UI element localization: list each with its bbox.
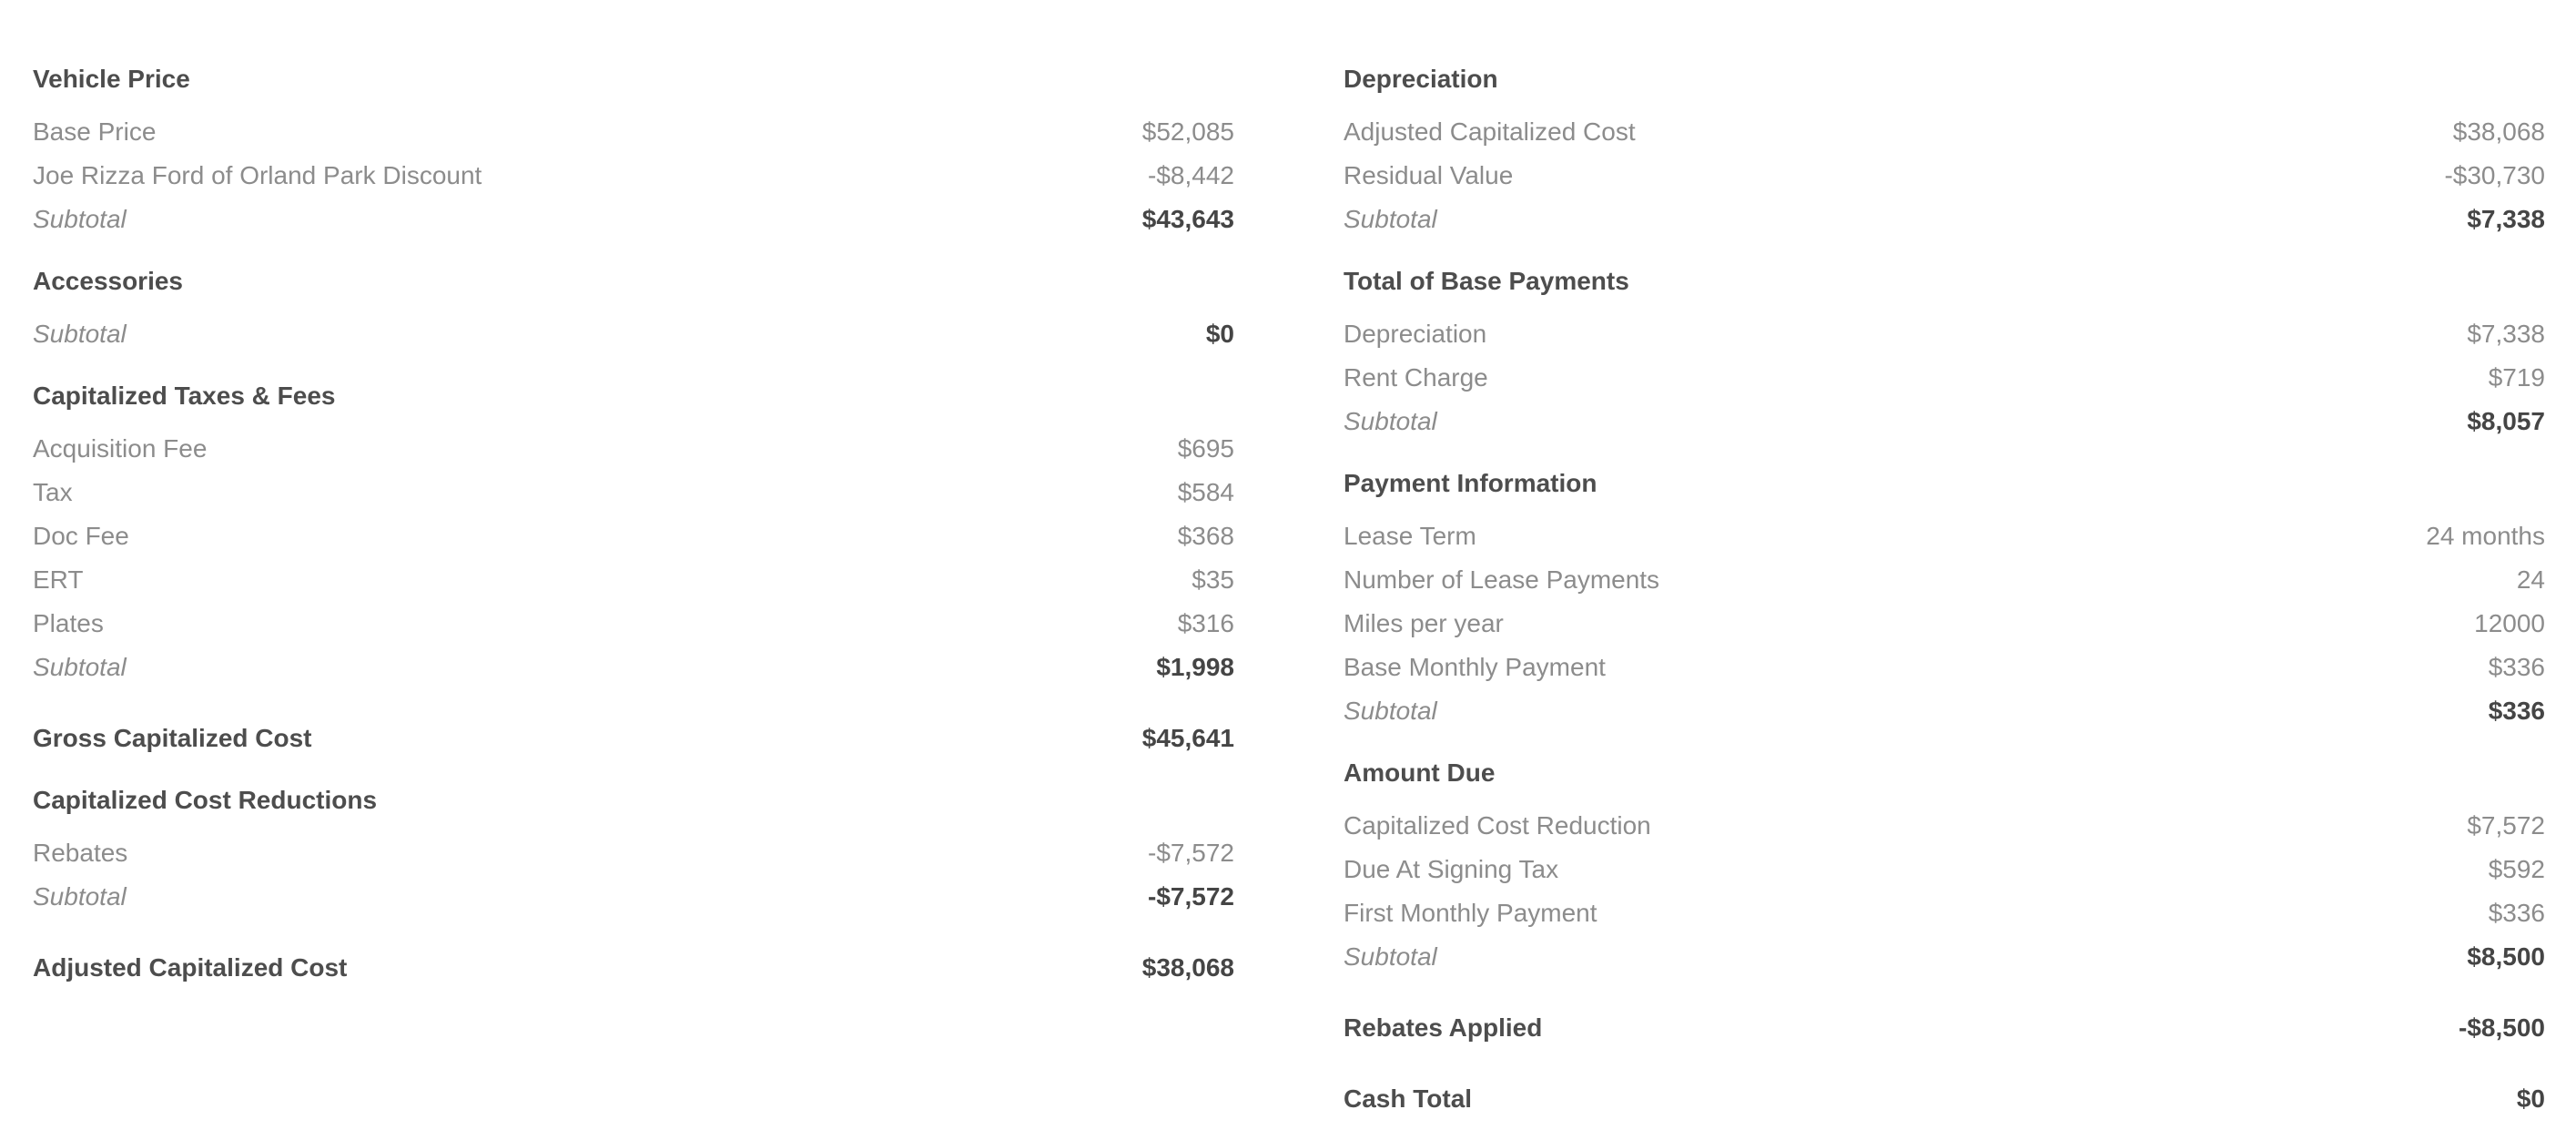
base-payments-subtotal-row — [1344, 400, 2545, 443]
row-label: Base Monthly Payment — [1344, 653, 1606, 681]
row-value: 24 — [2516, 565, 2545, 594]
row-label: Plates — [33, 609, 104, 637]
section-heading: Accessories — [33, 267, 184, 295]
row-label: Adjusted Capitalized Cost — [1344, 117, 1636, 146]
row-value: 12000 — [2474, 609, 2545, 637]
row-value: -$7,572 — [1148, 839, 1234, 867]
miles-per-year-row — [1344, 602, 2545, 646]
subtotal-value: -$7,572 — [1148, 882, 1234, 911]
row-value: $38,068 — [2452, 117, 2545, 146]
row-label: Depreciation — [1344, 320, 1487, 348]
section-heading: Vehicle Price — [33, 65, 190, 93]
cap-cost-reduction-row — [1344, 804, 2545, 848]
total-label: Gross Capitalized Cost — [33, 724, 312, 752]
row-label: Acquisition Fee — [33, 434, 208, 463]
subtotal-value: $336 — [2488, 697, 2545, 725]
subtotal-label: Subtotal — [1344, 205, 1437, 233]
cap-cost-reductions-header — [33, 779, 1234, 822]
cap-taxes-fees-header — [33, 374, 1234, 418]
row-label: Capitalized Cost Reduction — [1344, 811, 1651, 840]
subtotal-value: $1,998 — [1156, 653, 1234, 681]
row-label: Lease Term — [1344, 522, 1476, 550]
row-value: 24 months — [2426, 522, 2545, 550]
due-at-signing-tax-row — [1344, 848, 2545, 891]
subtotal-value: $8,057 — [2467, 407, 2545, 435]
total-label: Rebates Applied — [1344, 1013, 1543, 1042]
accessories-subtotal-row — [33, 312, 1234, 356]
subtotal-label: Subtotal — [1344, 697, 1437, 725]
lease-payments-count-row — [1344, 558, 2545, 602]
row-value: $7,338 — [2467, 320, 2545, 348]
depreciation-subtotal-row — [1344, 198, 2545, 241]
row-value: $592 — [2488, 855, 2545, 883]
dealer-discount-row — [33, 154, 1234, 198]
rent-charge-row — [1344, 356, 2545, 400]
subtotal-label: Subtotal — [33, 882, 127, 911]
subtotal-value: $0 — [1205, 320, 1234, 348]
plates-row — [33, 602, 1234, 646]
row-value: $7,572 — [2467, 811, 2545, 840]
row-label: ERT — [33, 565, 84, 594]
subtotal-label: Subtotal — [1344, 942, 1437, 971]
acquisition-fee-row — [33, 427, 1234, 471]
row-label: Doc Fee — [33, 522, 129, 550]
total-value: -$8,500 — [2459, 1013, 2545, 1042]
section-heading: Payment Information — [1344, 469, 1597, 497]
accessories-header — [33, 260, 1234, 303]
row-value: $695 — [1177, 434, 1234, 463]
rebates-applied-row — [1344, 1006, 2545, 1050]
row-label: First Monthly Payment — [1344, 899, 1597, 927]
adjusted-cap-cost-row — [33, 946, 1234, 990]
subtotal-value: $7,338 — [2467, 205, 2545, 233]
subtotal-label: Subtotal — [33, 653, 127, 681]
cash-total-row — [1344, 1077, 2545, 1121]
row-label: Joe Rizza Ford of Orland Park Discount — [33, 161, 482, 189]
section-heading: Depreciation — [1344, 65, 1498, 93]
row-label: Due At Signing Tax — [1344, 855, 1559, 883]
payment-info-subtotal-row — [1344, 689, 2545, 733]
subtotal-label: Subtotal — [33, 205, 127, 233]
row-label: Residual Value — [1344, 161, 1514, 189]
row-label: Base Price — [33, 117, 157, 146]
subtotal-value: $8,500 — [2467, 942, 2545, 971]
section-heading: Amount Due — [1344, 758, 1496, 787]
row-label: Tax — [33, 478, 73, 506]
amount-due-subtotal-row — [1344, 935, 2545, 979]
ert-row — [33, 558, 1234, 602]
subtotal-label: Subtotal — [1344, 407, 1437, 435]
section-heading: Capitalized Cost Reductions — [33, 786, 378, 814]
payment-info-header — [1344, 462, 2545, 505]
total-label: Adjusted Capitalized Cost — [33, 953, 348, 982]
residual-value-row — [1344, 154, 2545, 198]
row-value: -$30,730 — [2444, 161, 2545, 189]
rebates-row — [33, 831, 1234, 875]
row-value: $719 — [2488, 363, 2545, 392]
first-monthly-payment-row — [1344, 891, 2545, 935]
row-value: $52,085 — [1141, 117, 1234, 146]
total-value: $38,068 — [1141, 953, 1234, 982]
total-value: $0 — [2516, 1084, 2545, 1113]
tax-row — [33, 471, 1234, 514]
subtotal-value: $43,643 — [1141, 205, 1234, 233]
base-price-row — [33, 110, 1234, 154]
total-value: $45,641 — [1141, 724, 1234, 752]
row-value: $368 — [1177, 522, 1234, 550]
row-value: $35 — [1192, 565, 1234, 594]
gross-cap-cost-row — [33, 717, 1234, 760]
row-label: Number of Lease Payments — [1344, 565, 1660, 594]
depreciation-header — [1344, 57, 2545, 101]
base-payments-header — [1344, 260, 2545, 303]
vehicle-price-subtotal-row — [33, 198, 1234, 241]
doc-fee-row — [33, 514, 1234, 558]
subtotal-label: Subtotal — [33, 320, 127, 348]
cap-cost-reductions-subtotal-row — [33, 875, 1234, 919]
row-value: -$8,442 — [1148, 161, 1234, 189]
row-value: $584 — [1177, 478, 1234, 506]
row-value: $316 — [1177, 609, 1234, 637]
section-heading: Capitalized Taxes & Fees — [33, 382, 336, 410]
total-label: Cash Total — [1344, 1084, 1473, 1113]
cap-taxes-fees-subtotal-row — [33, 646, 1234, 689]
row-value: $336 — [2488, 653, 2545, 681]
row-label: Rebates — [33, 839, 128, 867]
amount-due-header — [1344, 751, 2545, 795]
row-value: $336 — [2488, 899, 2545, 927]
base-monthly-payment-row — [1344, 646, 2545, 689]
row-label: Miles per year — [1344, 609, 1504, 637]
section-heading: Total of Base Payments — [1344, 267, 1629, 295]
row-label: Rent Charge — [1344, 363, 1488, 392]
vehicle-price-header — [33, 57, 1234, 101]
adj-cap-cost-row — [1344, 110, 2545, 154]
lease-term-row — [1344, 514, 2545, 558]
depreciation-row — [1344, 312, 2545, 356]
